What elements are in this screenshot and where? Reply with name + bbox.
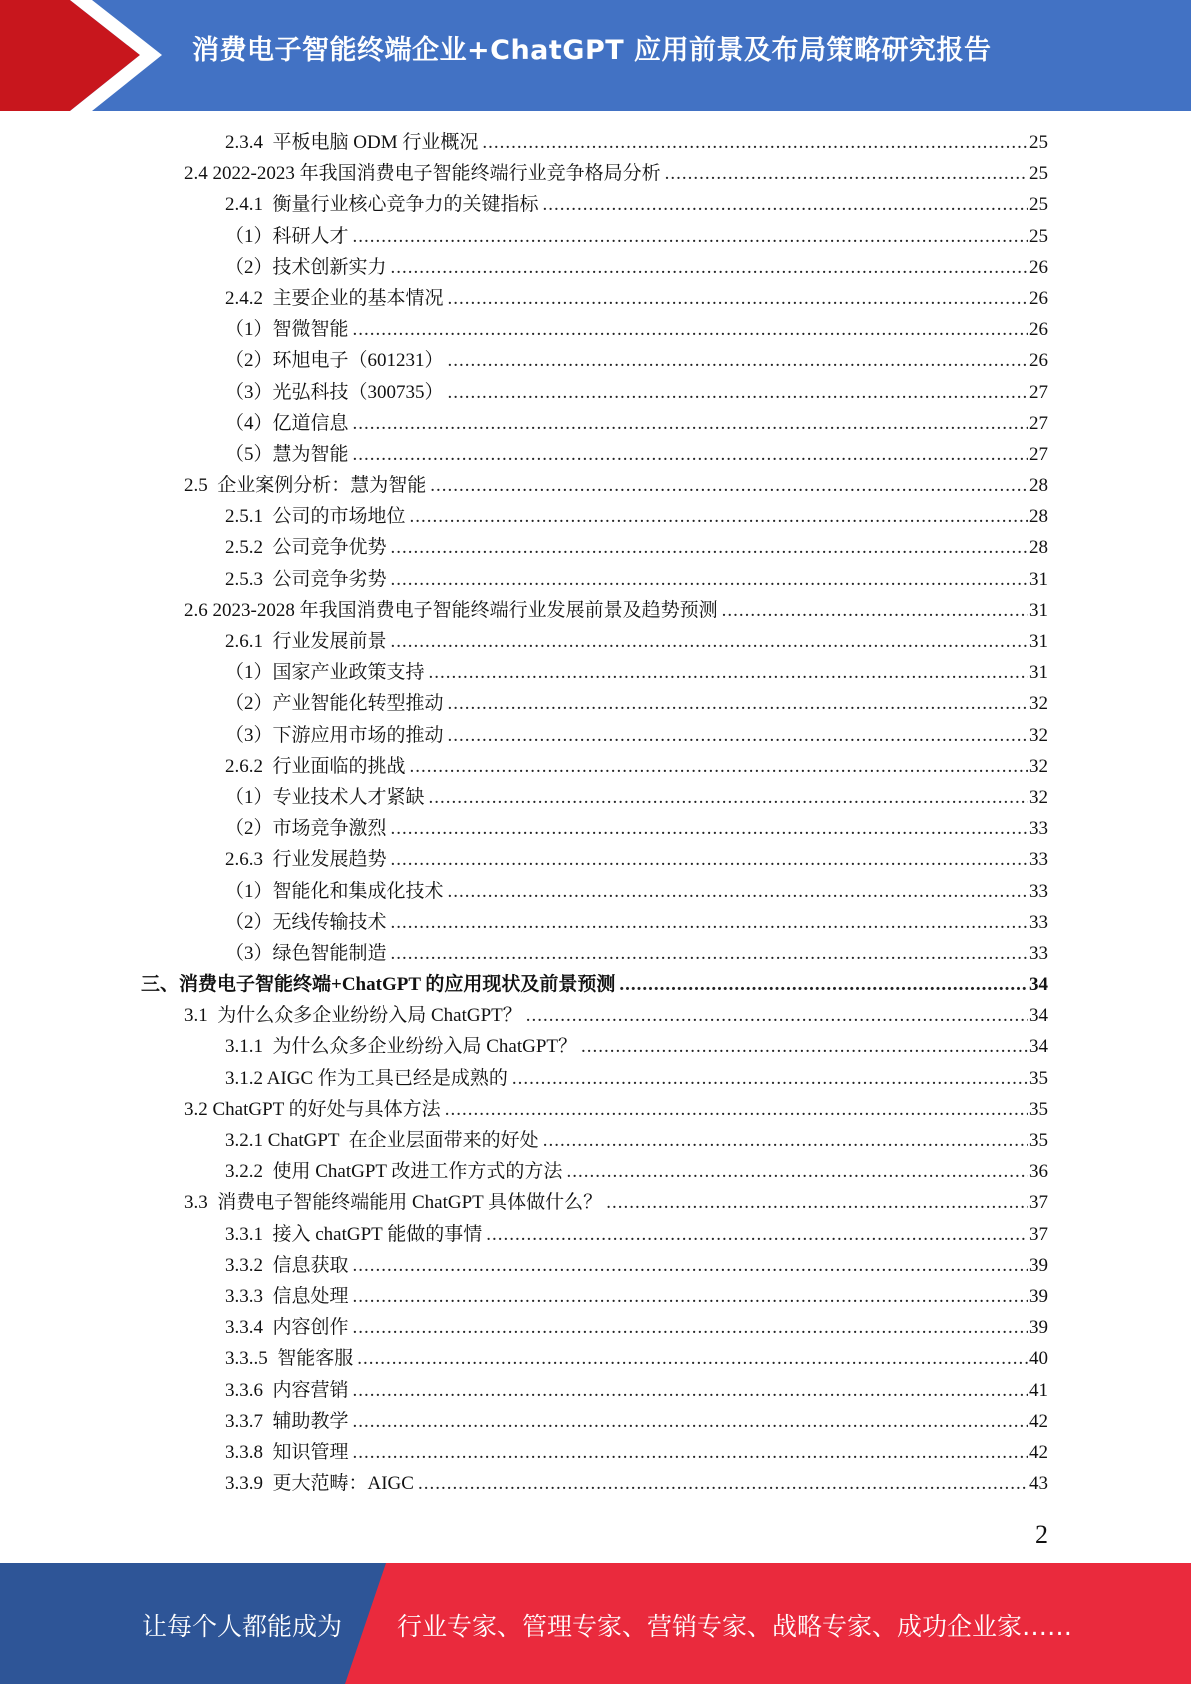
toc-dot-leader [353, 1411, 1028, 1433]
header-arrow-red [0, 0, 140, 111]
toc-dot-leader [353, 1317, 1028, 1339]
toc-entry-page: 35 [1029, 1067, 1048, 1089]
toc-dot-leader [391, 943, 1028, 965]
toc-entry-page: 25 [1029, 225, 1048, 247]
toc-dot-leader [353, 226, 1028, 248]
toc-dot-leader [722, 600, 1028, 622]
toc-entry-page: 35 [1029, 1130, 1048, 1151]
toc-entry-title: （1）智能化和集成化技术 [225, 880, 444, 902]
toc-dot-leader [353, 1442, 1028, 1464]
toc-dot-leader [526, 1005, 1028, 1027]
toc-entry-page: 37 [1029, 1223, 1048, 1245]
toc-dot-leader [543, 194, 1028, 216]
toc-entry[interactable] [0, 1125, 1048, 1156]
toc-entry-title: （2）环旭电子（601231） [225, 350, 444, 372]
toc-entry-page: 31 [1029, 662, 1048, 684]
toc-entry-page: 27 [1029, 443, 1048, 465]
toc-dot-leader [448, 693, 1028, 715]
toc-entry-page: 33 [1029, 818, 1048, 840]
toc-dot-leader [448, 288, 1028, 310]
toc-entry[interactable] [0, 657, 1048, 688]
toc-dot-leader [391, 257, 1028, 279]
toc-entry-title: 3.3.1 接入 chatGPT 能做的事情 [225, 1223, 483, 1245]
toc-entry-page: 27 [1029, 412, 1048, 434]
toc-entry-title: （1）智微智能 [225, 319, 349, 341]
toc-dot-leader [353, 1255, 1028, 1277]
toc-entry-page: 37 [1029, 1192, 1048, 1214]
toc-entry[interactable] [0, 127, 1048, 158]
toc-entry-title: （5）慧为智能 [225, 443, 349, 465]
toc-entry-page: 26 [1029, 287, 1048, 309]
toc-entry[interactable] [0, 782, 1048, 813]
toc-entry-page: 34 [1029, 1036, 1048, 1058]
toc-entry[interactable] [0, 1031, 1048, 1062]
toc-entry[interactable] [0, 252, 1048, 283]
toc-dot-leader [429, 787, 1028, 809]
toc-dot-leader [619, 974, 1028, 996]
toc-entry[interactable] [0, 876, 1048, 907]
toc-entry[interactable] [0, 532, 1048, 563]
toc-entry-page: 43 [1029, 1473, 1048, 1495]
toc-entry-page: 28 [1029, 506, 1048, 528]
toc-entry[interactable] [0, 158, 1048, 189]
toc-entry[interactable] [0, 1156, 1048, 1187]
toc-entry[interactable] [0, 189, 1048, 220]
toc-entry-title: 3.3.4 内容创作 [225, 1317, 349, 1339]
toc-entry-title: （3）绿色智能制造 [225, 942, 387, 964]
toc-entry-title: 3.3.8 知识管理 [225, 1441, 349, 1463]
toc-entry-page: 33 [1029, 942, 1048, 964]
toc-entry[interactable] [0, 751, 1048, 782]
toc-entry-title: 3.2 ChatGPT 的好处与具体方法 [184, 1098, 441, 1120]
toc-entry-title: 2.6.1 行业发展前景 [225, 631, 387, 652]
toc-entry[interactable] [0, 1000, 1048, 1031]
toc-entry[interactable] [0, 813, 1048, 844]
toc-entry-page: 28 [1029, 537, 1048, 559]
toc-entry-page: 40 [1029, 1348, 1048, 1370]
toc-dot-leader [391, 849, 1028, 871]
toc-entry-title: （1）国家产业政策支持 [225, 662, 425, 684]
toc-entry[interactable] [0, 1281, 1048, 1312]
toc-entry-title: 3.3.6 内容营销 [225, 1379, 349, 1401]
toc-entry-page: 32 [1029, 693, 1048, 715]
footer-slogan-left: 让每个人都能成为 [142, 1612, 343, 1641]
toc-entry-title: 2.4.1 衡量行业核心竞争力的关键指标 [225, 194, 539, 216]
toc-entry-title: 2.6 2023-2028 年我国消费电子智能终端行业发展前景及趋势预测 [184, 599, 718, 621]
toc-entry-title: 3.3.3 信息处理 [225, 1285, 349, 1307]
toc-entry-page: 33 [1029, 849, 1048, 871]
toc-entry-page: 25 [1029, 163, 1048, 185]
toc-entry[interactable] [0, 1312, 1048, 1343]
toc-entry[interactable] [0, 1406, 1048, 1437]
toc-entry[interactable] [0, 408, 1048, 439]
toc-entry-page: 32 [1029, 724, 1048, 746]
toc-entry[interactable] [0, 1219, 1048, 1250]
toc-entry-title: （3）光弘科技（300735） [225, 381, 444, 403]
toc-dot-leader [357, 1348, 1028, 1370]
toc-entry[interactable] [0, 1375, 1048, 1406]
toc-dot-leader [581, 1036, 1028, 1058]
toc-entry-title: 2.3.4 平板电脑 ODM 行业概况 [225, 132, 479, 153]
toc-dot-leader [430, 475, 1028, 497]
toc-entry[interactable] [0, 439, 1048, 470]
table-of-contents [0, 127, 1191, 1499]
toc-entry-title: 3.3.9 更大范畴：AIGC [225, 1473, 414, 1495]
report-title: 消费电子智能终端企业+ChatGPT 应用前景及布局策略研究报告 [192, 35, 992, 66]
toc-entry-title: 3.3 消费电子智能终端能用 ChatGPT 具体做什么？ [184, 1192, 603, 1214]
toc-entry[interactable] [0, 1187, 1048, 1218]
toc-entry-page: 31 [1029, 599, 1048, 621]
toc-dot-leader [543, 1130, 1028, 1152]
toc-entry-title: 3.1.2 AIGC 作为工具已经是成熟的 [225, 1067, 508, 1089]
toc-entry-page: 32 [1029, 786, 1048, 808]
toc-entry-title: 3.1 为什么众多企业纷纷入局 ChatGPT？ [184, 1005, 522, 1027]
toc-entry-page: 34 [1029, 974, 1048, 996]
toc-dot-leader [391, 537, 1028, 559]
toc-entry-page: 39 [1029, 1285, 1048, 1307]
toc-dot-leader [391, 631, 1028, 653]
toc-entry[interactable] [0, 844, 1048, 875]
toc-dot-leader [606, 1192, 1028, 1214]
toc-entry-title: （1）专业技术人才紧缺 [225, 786, 425, 808]
toc-dot-leader [448, 350, 1028, 372]
toc-dot-leader [410, 506, 1028, 528]
toc-entry-title: 三、消费电子智能终端+ChatGPT 的应用现状及前景预测 [141, 974, 616, 996]
toc-entry-title: 2.5.3 公司竞争劣势 [225, 568, 387, 590]
toc-entry-title: （4）亿道信息 [225, 412, 349, 434]
toc-dot-leader [448, 881, 1028, 903]
toc-entry-page: 36 [1029, 1161, 1048, 1183]
toc-entry[interactable] [0, 595, 1048, 626]
toc-entry-title: （1）科研人才 [225, 225, 349, 247]
page-header [0, 0, 1191, 111]
toc-entry[interactable] [0, 283, 1048, 314]
toc-entry-title: （3）下游应用市场的推动 [225, 724, 444, 746]
toc-dot-leader [418, 1473, 1028, 1495]
toc-entry-title: 3.3.7 辅助教学 [225, 1410, 349, 1432]
toc-entry[interactable] [0, 907, 1048, 938]
toc-entry-page: 31 [1029, 568, 1048, 590]
toc-entry[interactable] [0, 938, 1048, 969]
toc-entry-title: （2）无线传输技术 [225, 911, 387, 933]
toc-entry-title: 3.3.2 信息获取 [225, 1254, 349, 1276]
toc-entry[interactable] [0, 1343, 1048, 1374]
toc-entry-title: （2）市场竞争激烈 [225, 818, 387, 840]
toc-entry[interactable] [0, 470, 1048, 501]
footer-slogan-right: 行业专家、管理专家、营销专家、战略专家、成功企业家…… [397, 1612, 1073, 1641]
toc-entry-page: 26 [1029, 319, 1048, 341]
toc-entry-page: 26 [1029, 256, 1048, 278]
toc-entry-title: 2.4 2022-2023 年我国消费电子智能终端行业竞争格局分析 [184, 163, 661, 185]
toc-dot-leader [486, 1224, 1028, 1246]
toc-entry-page: 25 [1029, 194, 1048, 216]
toc-entry-page: 41 [1029, 1379, 1048, 1401]
toc-entry-title: 2.5.1 公司的市场地位 [225, 506, 406, 528]
toc-entry-title: 3.3..5 智能客服 [225, 1348, 354, 1370]
toc-entry[interactable] [0, 688, 1048, 719]
toc-entry[interactable] [0, 221, 1048, 252]
toc-entry[interactable] [0, 1063, 1048, 1094]
toc-entry-title: 3.2.2 使用 ChatGPT 改进工作方式的方法 [225, 1161, 563, 1183]
toc-dot-leader [566, 1161, 1028, 1183]
toc-entry-page: 28 [1029, 475, 1048, 497]
toc-entry[interactable] [0, 377, 1048, 408]
toc-dot-leader [353, 1286, 1028, 1308]
toc-entry-title: 2.5 企业案例分析：慧为智能 [184, 475, 427, 497]
toc-dot-leader [391, 912, 1028, 934]
toc-entry-title: （2）技术创新实力 [225, 256, 387, 278]
toc-entry-page: 39 [1029, 1254, 1048, 1276]
toc-entry[interactable] [0, 345, 1048, 376]
toc-entry[interactable] [0, 501, 1048, 532]
toc-dot-leader [353, 444, 1028, 466]
toc-entry[interactable] [0, 314, 1048, 345]
toc-entry[interactable] [0, 626, 1048, 657]
toc-entry-page: 35 [1029, 1098, 1048, 1120]
toc-dot-leader [391, 818, 1028, 840]
toc-entry-title: 3.2.1 ChatGPT 在企业层面带来的好处 [225, 1130, 539, 1151]
toc-entry[interactable] [0, 564, 1048, 595]
toc-entry-page: 39 [1029, 1317, 1048, 1339]
toc-entry-page: 32 [1029, 755, 1048, 777]
page-number: 2 [1035, 1520, 1048, 1549]
toc-entry[interactable] [0, 720, 1048, 751]
toc-entry-page: 27 [1029, 381, 1048, 403]
toc-dot-leader [353, 1380, 1028, 1402]
toc-dot-leader [391, 569, 1028, 591]
toc-dot-leader [448, 725, 1028, 747]
toc-dot-leader [512, 1068, 1028, 1090]
toc-dot-leader [448, 382, 1028, 404]
toc-entry-page: 42 [1029, 1410, 1048, 1432]
toc-entry[interactable] [0, 1094, 1048, 1125]
toc-dot-leader [353, 319, 1028, 341]
toc-entry[interactable] [0, 1468, 1048, 1499]
toc-dot-leader [445, 1099, 1028, 1121]
toc-entry-title: 2.6.2 行业面临的挑战 [225, 755, 406, 777]
toc-entry-title: 2.6.3 行业发展趋势 [225, 849, 387, 871]
toc-entry-page: 31 [1029, 631, 1048, 652]
toc-dot-leader [410, 756, 1028, 778]
toc-entry-page: 26 [1029, 350, 1048, 372]
toc-entry-page: 33 [1029, 911, 1048, 933]
toc-entry-page: 34 [1029, 1005, 1048, 1027]
toc-dot-leader [429, 662, 1028, 684]
toc-entry-title: 2.5.2 公司竞争优势 [225, 537, 387, 559]
toc-dot-leader [353, 413, 1028, 435]
toc-entry-title: 2.4.2 主要企业的基本情况 [225, 287, 444, 309]
toc-entry-title: 3.1.1 为什么众多企业纷纷入局 ChatGPT？ [225, 1036, 578, 1058]
toc-entry[interactable] [0, 969, 1048, 1000]
toc-entry[interactable] [0, 1437, 1048, 1468]
toc-entry-title: （2）产业智能化转型推动 [225, 693, 444, 715]
toc-dot-leader [665, 163, 1028, 185]
toc-entry-page: 33 [1029, 880, 1048, 902]
toc-dot-leader [482, 132, 1028, 154]
toc-entry[interactable] [0, 1250, 1048, 1281]
page-footer [0, 1563, 1191, 1684]
toc-entry-page: 42 [1029, 1441, 1048, 1463]
toc-entry-page: 25 [1029, 132, 1048, 153]
